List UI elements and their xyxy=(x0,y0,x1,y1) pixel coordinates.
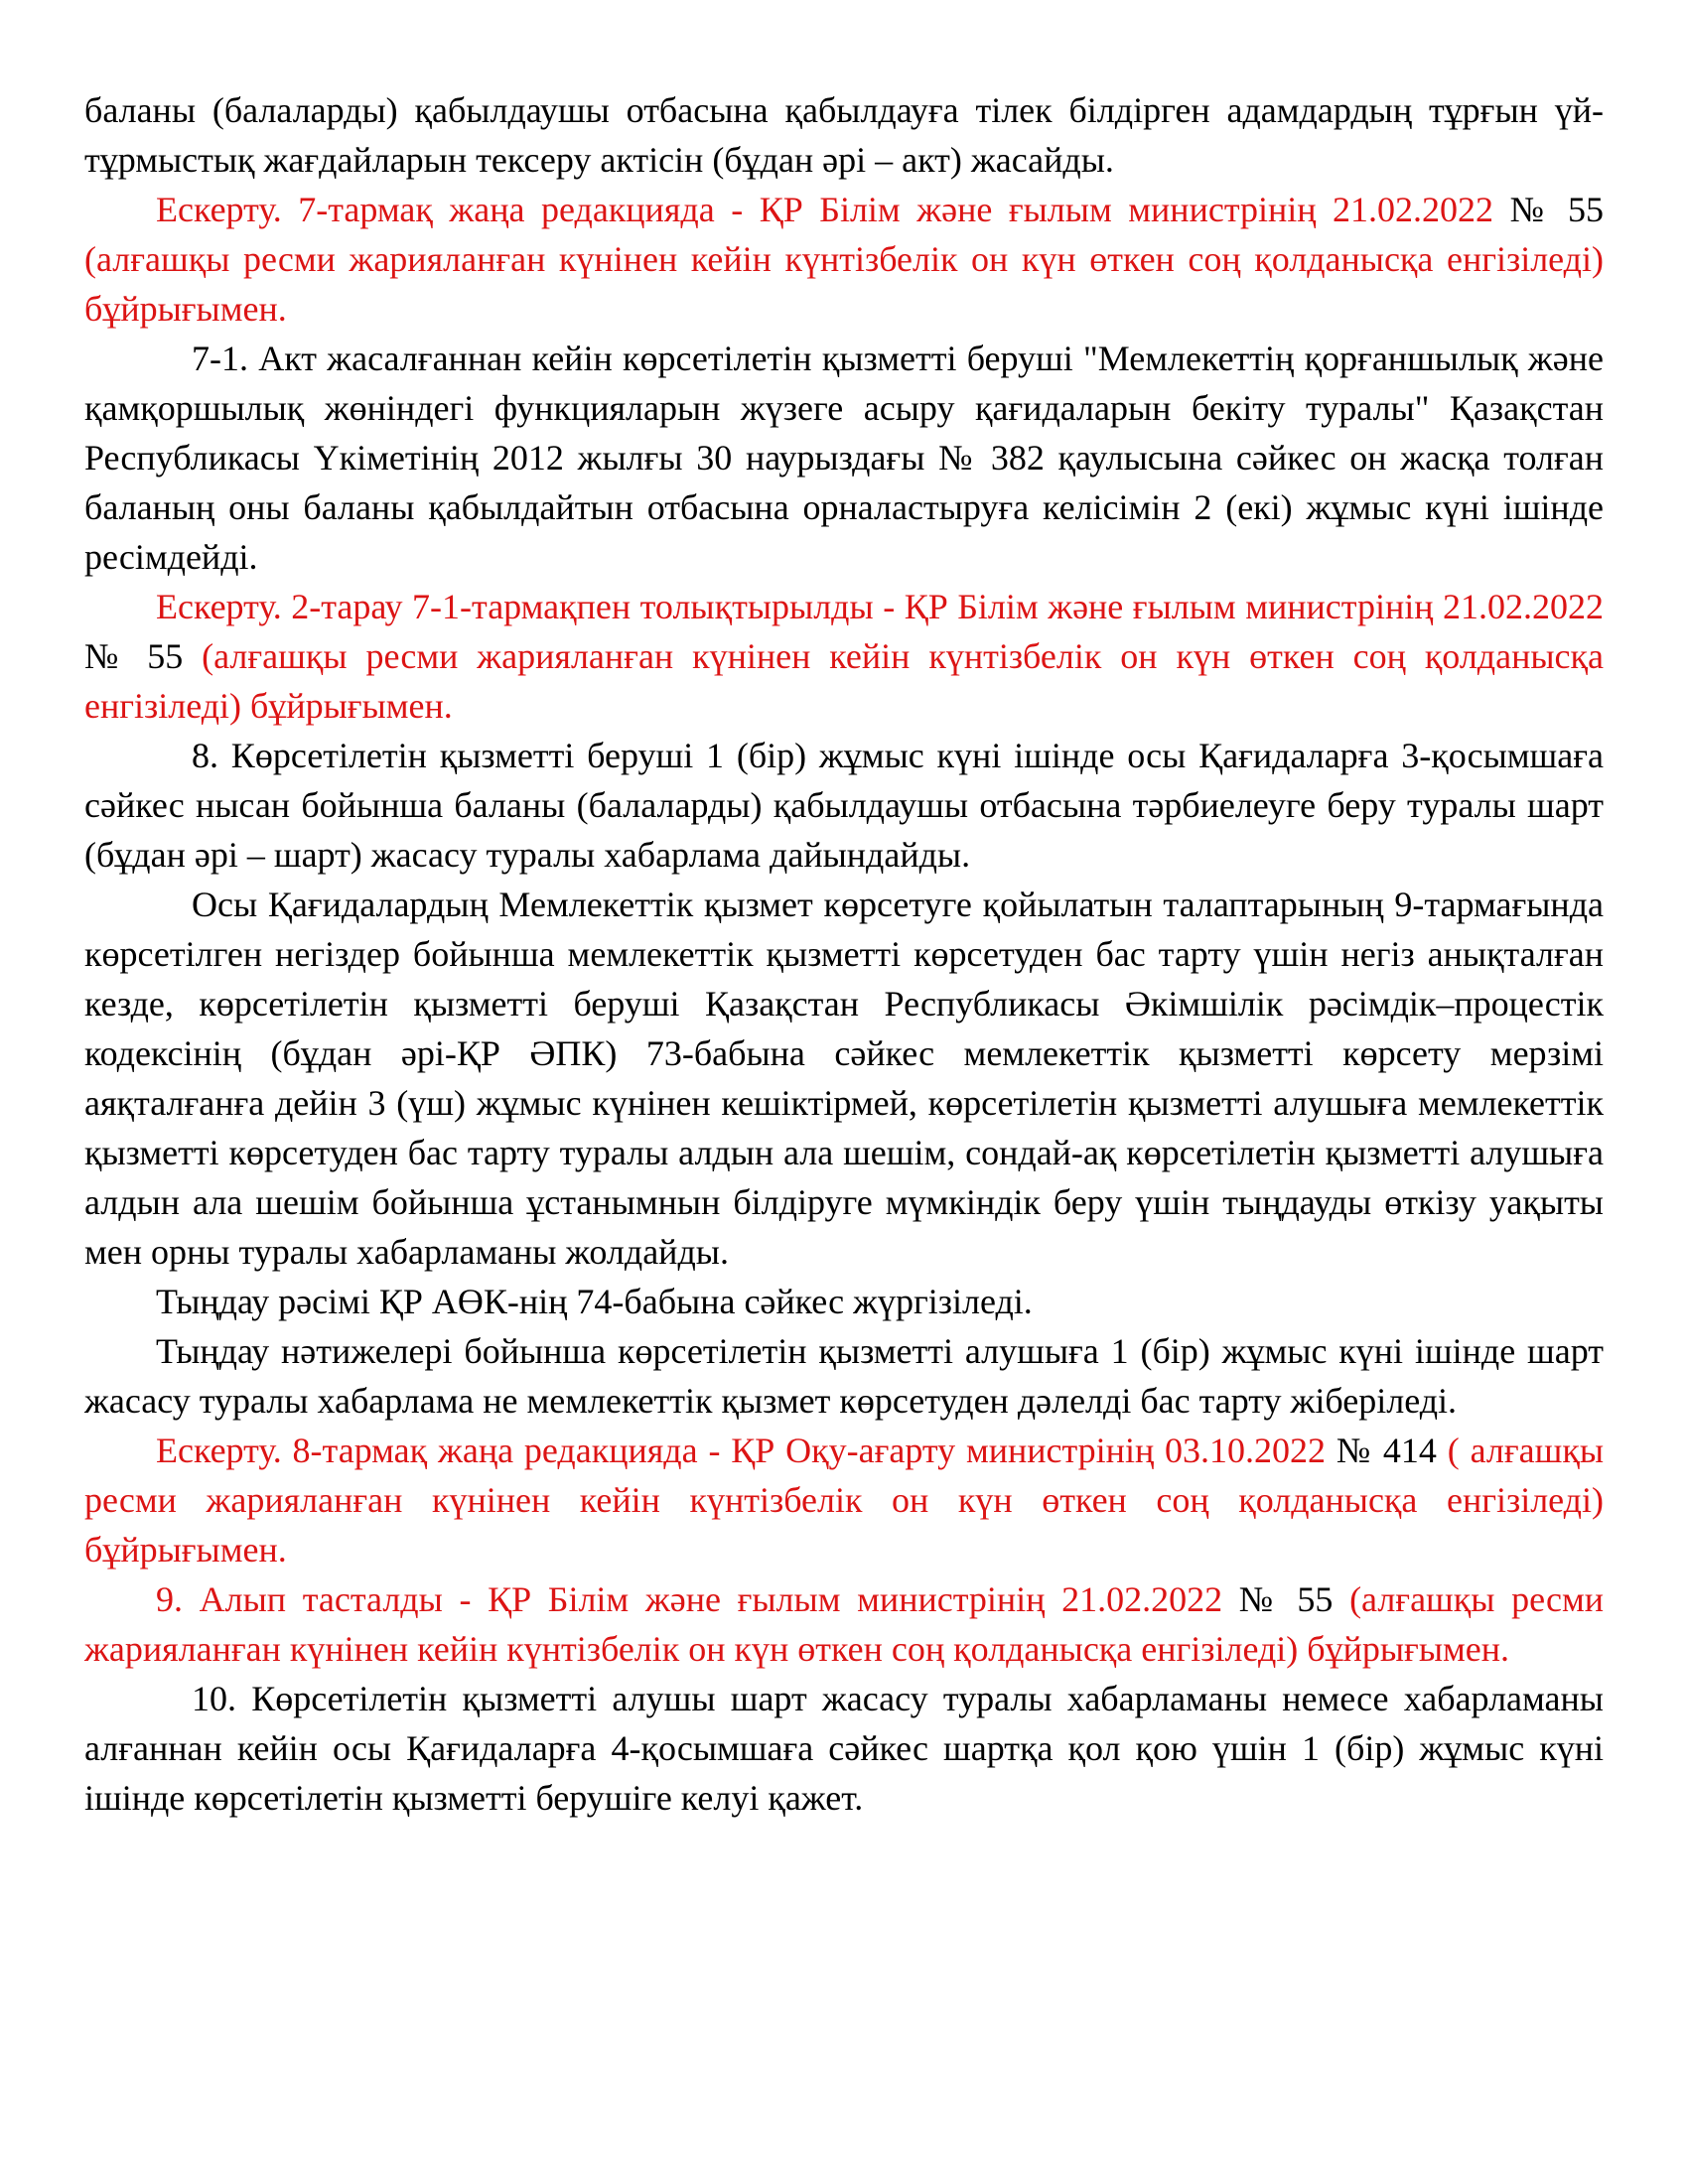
paragraph xyxy=(84,185,1604,334)
paragraph xyxy=(84,731,1604,880)
paragraph xyxy=(84,1674,1604,1823)
document-body xyxy=(84,85,1604,1823)
body-text: 8. Көрсетілетін қызметті беруші 1 (бір) жұмыс күні ішінде осы Қағидаларға 3-қосымшаға сәйкес нысан бойынша баланы (балаларды) қабылдаушы отбасына тәрбиелеуге беру туралы шарт (бұдан әрі – шарт) жасасу туралы хабарлама дайындайды. xyxy=(84,736,1604,875)
paragraph xyxy=(84,85,1604,185)
paragraph xyxy=(84,1426,1604,1574)
body-text: № 414 xyxy=(1336,1431,1448,1470)
paragraph xyxy=(84,1574,1604,1674)
paragraph xyxy=(84,582,1604,731)
paragraph xyxy=(84,1277,1604,1326)
body-text: Тыңдау нәтижелері бойынша көрсетілетін қызметті алушыға 1 (бір) жұмыс күні ішінде шарт жасасу туралы хабарлама не мемлекеттік қызмет көрсетуден дәлелді бас тарту жіберіледі. xyxy=(84,1331,1604,1421)
amendment-note-text: (алғашқы ресми жарияланған күнінен кейін күнтізбелік он күн өткен соң қолданысқа енгізіледі) бұйрығымен. xyxy=(84,1579,1605,1669)
amendment-note-text: Ескерту. 8-тармақ жаңа редакцияда - ҚР Оқу-ағарту министрінің 03.10.2022 xyxy=(156,1431,1336,1470)
amendment-note-text: 9. Алып тасталды - ҚР Білім және ғылым министрінің 21.02.2022 xyxy=(156,1579,1239,1619)
paragraph xyxy=(84,880,1604,1277)
paragraph xyxy=(84,334,1604,582)
amendment-note-text: Ескерту. 2-тарау 7-1-тармақпен толықтырылды - ҚР Білім және ғылым министрінің 21.02.2022 xyxy=(156,587,1604,626)
amendment-note-text: ( алғашқы ресми жарияланған күнінен кейін күнтізбелік он күн өткен соң қолданысқа енгізіледі) бұйрығымен. xyxy=(84,1431,1605,1570)
body-text: 7-1. Акт жасалғаннан кейін көрсетілетін қызметті беруші "Мемлекеттің қорғаншылық және қамқоршылық жөніндегі функцияларын жүзеге асыру қағидаларын бекіту туралы" Қазақстан Республикасы Үкіметінің 2012 жылғы 30 наурыздағы № 382 қаулысына сәйкес он жасқа толған баланың оны баланы қабылдайтын отбасына орналастыруға келісімін 2 (екі) жұмыс күні ішінде ресімдейді. xyxy=(84,339,1604,577)
body-text: 10. Көрсетілетін қызметті алушы шарт жасасу туралы хабарламаны немесе хабарламаны алғаннан кейін осы Қағидаларға 4-қосымшаға сәйкес шартқа қол қою үшін 1 (бір) жұмыс күні ішінде көрсетілетін қызметті берушіге келуі қажет. xyxy=(84,1679,1604,1818)
body-text: Тыңдау рәсімі ҚР АӨК-нің 74-бабына сәйкес жүргізіледі. xyxy=(156,1282,1033,1321)
amendment-note-text: Ескерту. 7-тармақ жаңа редакцияда - ҚР Білім және ғылым министрінің 21.02.2022 xyxy=(156,190,1510,229)
body-text: № 55 xyxy=(84,636,203,676)
amendment-note-text: (алғашқы ресми жарияланған күнінен кейін күнтізбелік он күн өткен соң қолданысқа енгізіледі) бұйрығымен. xyxy=(84,636,1604,726)
body-text: № 55 xyxy=(1509,190,1604,229)
amendment-note-text: (алғашқы ресми жарияланған күнінен кейін күнтізбелік он күн өткен соң қолданысқа енгізіледі) бұйрығымен. xyxy=(84,239,1604,329)
body-text: № 55 xyxy=(1238,1579,1350,1619)
paragraph xyxy=(84,1326,1604,1426)
body-text: баланы (балаларды) қабылдаушы отбасына қабылдауға тілек білдірген адамдардың тұрғын үй-тұрмыстық жағдайларын тексеру актісін (бұдан әрі – акт) жасайды. xyxy=(84,90,1604,180)
body-text: Осы Қағидалардың Мемлекеттік қызмет көрсетуге қойылатын талаптарының 9-тармағында көрсетілген негіздер бойынша мемлекеттік қызметті көрсетуден бас тарту үшін негіз анықталған кезде, көрсетілетін қызметті беруші Қазақстан Республикасы Әкімшілік рәсімдік–процестік кодексінің (бұдан әрі-ҚР ӘПК) 73-бабына сәйкес мемлекеттік қызметті көрсету мерзімі аяқталғанға дейін 3 (үш) жұмыс күнінен кешіктірмей, көрсетілетін қызметті алушыға мемлекеттік қызметті көрсетуден бас тарту туралы алдын ала шешім, сондай-ақ көрсетілетін қызметті алушыға алдын ала шешім бойынша ұстанымнын білдіруге мүмкіндік беру үшін тыңдауды өткізу уақыты мен орны туралы хабарламаны жолдайды. xyxy=(84,885,1604,1272)
